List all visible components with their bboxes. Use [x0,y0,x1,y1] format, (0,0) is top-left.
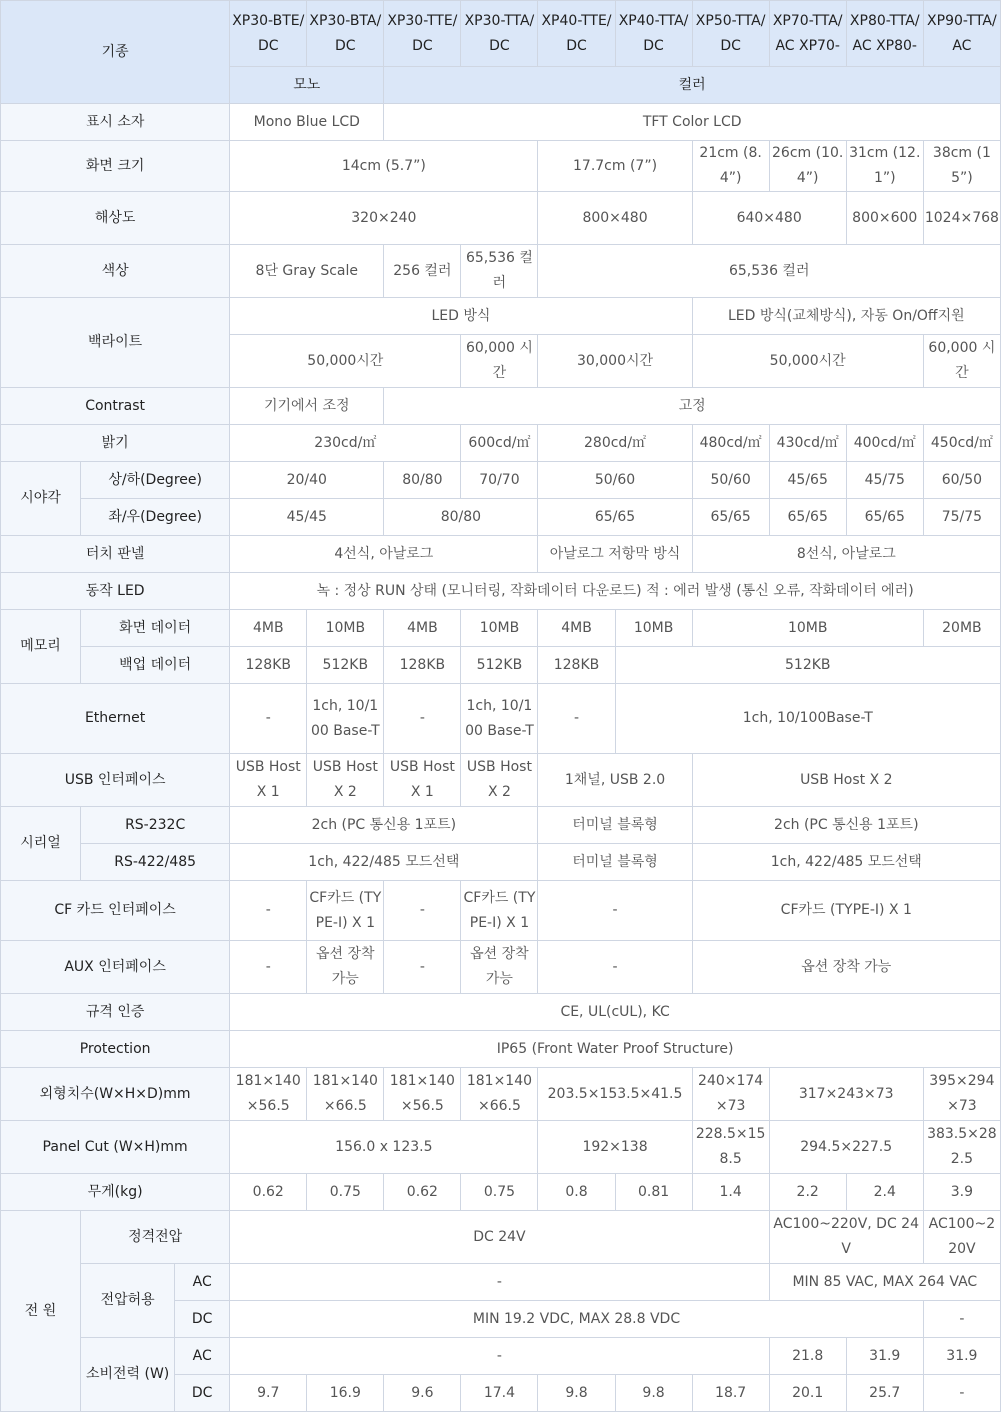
cell: 옵션 장착 가능 [692,941,1000,994]
header-color: 컬러 [384,67,1001,104]
cell: 31.9 [923,1338,1000,1375]
cell: 21cm (8.4”) [692,141,769,192]
cell: 1.4 [692,1174,769,1211]
row-backlight-type [1,298,1001,335]
cell: - [230,684,307,754]
cell: 16.9 [307,1375,384,1412]
cell: 128KB [230,647,307,684]
cell: 10MB [692,610,923,647]
cell: 20MB [923,610,1000,647]
cell: 31.9 [846,1338,923,1375]
row-label: 백라이트 [1,298,230,388]
header-row-models [1,1,1001,67]
row-label: 터치 판넬 [1,536,230,573]
cell: 65/65 [846,499,923,536]
cell: 512KB [307,647,384,684]
cell: CF카드 (TYPE-I) X 1 [307,881,384,941]
cell: 640×480 [692,192,846,245]
cell: 10MB [307,610,384,647]
cell: 181×140×56.5 [230,1068,307,1121]
sub-label: RS-422/485 [81,844,230,881]
model-name: XP30-BTE/DC [230,1,307,67]
cell: 2ch (PC 통신용 1포트) [692,807,1000,844]
cell: 128KB [384,647,461,684]
cell: 아날로그 저항막 방식 [538,536,692,573]
cell: 395×294×73 [923,1068,1000,1121]
cell: 192×138 [538,1121,692,1174]
cell: 10MB [461,610,538,647]
cell: 240×174×73 [692,1068,769,1121]
cell: 9.6 [384,1375,461,1412]
cell: 31cm (12.1”) [846,141,923,192]
sub-label: RS-232C [81,807,230,844]
cell: USB Host X 1 [384,754,461,807]
cell: - [230,941,307,994]
cell: 156.0 x 123.5 [230,1121,538,1174]
row-serial-232 [1,807,1001,844]
cell: 녹 : 정상 RUN 상태 (모니터링, 작화데이터 다운로드) 적 : 에러 발생 (통신 오류, 작화데이터 에러) [230,573,1001,610]
row-viewing-ud [1,462,1001,499]
row-label: 전 원 [1,1211,81,1412]
row-viewing-lr [1,499,1001,536]
cell: 181×140×66.5 [461,1068,538,1121]
cell: 60/50 [923,462,1000,499]
model-name: XP30-TTA/DC [461,1,538,67]
sub-label-ac: AC [175,1264,230,1301]
cell: 기기에서 조정 [230,388,384,425]
cell: 60,000 시간 [923,335,1000,388]
cell: - [230,881,307,941]
cell: 800×600 [846,192,923,245]
row-label: AUX 인터페이스 [1,941,230,994]
cell: 4MB [230,610,307,647]
cell: 2.4 [846,1174,923,1211]
cell: 181×140×56.5 [384,1068,461,1121]
sub-label: 정격전압 [81,1211,230,1264]
cell: 70/70 [461,462,538,499]
row-dimensions [1,1068,1001,1121]
cell: 181×140×66.5 [307,1068,384,1121]
cell: 0.62 [230,1174,307,1211]
header-model-label: 기종 [1,1,230,104]
cell: - [384,941,461,994]
cell: LED 방식(교체방식), 자동 On/Off지원 [692,298,1000,335]
cell: 128KB [538,647,615,684]
header-mono: 모노 [230,67,384,104]
cell: 2ch (PC 통신용 1포트) [230,807,538,844]
row-ethernet [1,684,1001,754]
cell: 20.1 [769,1375,846,1412]
cell: 800×480 [538,192,692,245]
cell: 터미널 블록형 [538,807,692,844]
row-aux [1,941,1001,994]
cell: 50,000시간 [230,335,461,388]
cell: 45/45 [230,499,384,536]
cell: 20/40 [230,462,384,499]
cell: 228.5×158.5 [692,1121,769,1174]
row-power-tol-ac [1,1264,1001,1301]
row-usb [1,754,1001,807]
cell: USB Host X 2 [307,754,384,807]
cell: CF카드 (TYPE-I) X 1 [692,881,1000,941]
cell: 50/60 [692,462,769,499]
cell: 10MB [615,610,692,647]
cell: - [384,881,461,941]
row-memory-screen [1,610,1001,647]
cell: 18.7 [692,1375,769,1412]
row-cert [1,994,1001,1031]
row-label: Protection [1,1031,230,1068]
row-label: CF 카드 인터페이스 [1,881,230,941]
cell: 0.75 [461,1174,538,1211]
row-label: USB 인터페이스 [1,754,230,807]
cell: 600cd/㎡ [461,425,538,462]
model-name: XP40-TTE/DC [538,1,615,67]
cell: - [538,881,692,941]
cell: 80/80 [384,462,461,499]
cell: DC 24V [230,1211,769,1264]
cell: 17.4 [461,1375,538,1412]
row-label: Ethernet [1,684,230,754]
cell: 317×243×73 [769,1068,923,1121]
cell: 65/65 [538,499,692,536]
row-brightness [1,425,1001,462]
row-cf [1,881,1001,941]
row-label: 외형치수(W×H×D)mm [1,1068,230,1121]
cell: 50/60 [538,462,692,499]
cell: 터미널 블록형 [538,844,692,881]
cell: AC100~220V, DC 24V [769,1211,923,1264]
cell: - [923,1301,1000,1338]
cell: Mono Blue LCD [230,104,384,141]
cell: 512KB [461,647,538,684]
cell: 고정 [384,388,1001,425]
cell: 45/65 [769,462,846,499]
row-protection [1,1031,1001,1068]
row-power-rated [1,1211,1001,1264]
cell: USB Host X 2 [692,754,1000,807]
cell: 25.7 [846,1375,923,1412]
cell: 1ch, 422/485 모드선택 [230,844,538,881]
model-name: XP30-TTE/DC [384,1,461,67]
cell: 65/65 [692,499,769,536]
cell: 65,536 컬러 [461,245,538,298]
row-resolution [1,192,1001,245]
cell: 26cm (10.4”) [769,141,846,192]
row-label: 색상 [1,245,230,298]
row-label: 시리얼 [1,807,81,881]
cell: 2.2 [769,1174,846,1211]
row-touch [1,536,1001,573]
cell: 4선식, 아날로그 [230,536,538,573]
row-label: 밝기 [1,425,230,462]
cell: 294.5×227.5 [769,1121,923,1174]
cell: 8선식, 아날로그 [692,536,1000,573]
cell: 3.9 [923,1174,1000,1211]
sub-label: 상/하(Degree) [81,462,230,499]
row-label: Panel Cut (W×H)mm [1,1121,230,1174]
sub-label: 좌/우(Degree) [81,499,230,536]
cell: 30,000시간 [538,335,692,388]
cell: MIN 19.2 VDC, MAX 28.8 VDC [230,1301,924,1338]
row-panel-cut [1,1121,1001,1174]
row-label: 동작 LED [1,573,230,610]
row-contrast [1,388,1001,425]
sub-label: 백업 데이터 [81,647,230,684]
cell: - [538,941,692,994]
cell: 45/75 [846,462,923,499]
cell: 9.8 [615,1375,692,1412]
cell: 1채널, USB 2.0 [538,754,692,807]
cell: 450cd/㎡ [923,425,1000,462]
row-label: 메모리 [1,610,81,684]
sub-label: 전압허용 [81,1264,175,1338]
cell: 9.7 [230,1375,307,1412]
cell: 9.8 [538,1375,615,1412]
model-name: XP90-TTA/AC [923,1,1000,67]
model-name: XP40-TTA/DC [615,1,692,67]
cell: 230cd/㎡ [230,425,461,462]
sub-label: 소비전력 (W) [81,1338,175,1412]
row-label: 해상도 [1,192,230,245]
cell: 1ch, 10/100 Base-T [307,684,384,754]
cell: 65,536 컬러 [538,245,1001,298]
cell: - [538,684,615,754]
model-name: XP50-TTA/DC [692,1,769,67]
cell: 0.81 [615,1174,692,1211]
sub-label-ac: AC [175,1338,230,1375]
cell: 320×240 [230,192,538,245]
sub-label-dc: DC [175,1375,230,1412]
sub-label: 화면 데이터 [81,610,230,647]
row-screen-size [1,141,1001,192]
cell: - [230,1338,769,1375]
cell: 8단 Gray Scale [230,245,384,298]
sub-label-dc: DC [175,1301,230,1338]
row-power-cons-ac [1,1338,1001,1375]
cell: 1024×768 [923,192,1000,245]
cell: CE, UL(cUL), KC [230,994,1001,1031]
cell: 14cm (5.7”) [230,141,538,192]
row-label: 시야각 [1,462,81,536]
cell: LED 방식 [230,298,692,335]
cell: 38cm (15”) [923,141,1000,192]
cell: 1ch, 10/100 Base-T [461,684,538,754]
cell: 512KB [615,647,1000,684]
row-weight [1,1174,1001,1211]
cell: 80/80 [384,499,538,536]
row-led [1,573,1001,610]
cell: - [384,684,461,754]
cell: 옵션 장착 가능 [461,941,538,994]
cell: 383.5×282.5 [923,1121,1000,1174]
cell: MIN 85 VAC, MAX 264 VAC [769,1264,1000,1301]
row-display [1,104,1001,141]
cell: 203.5×153.5×41.5 [538,1068,692,1121]
model-name: XP30-BTA/DC [307,1,384,67]
cell: 256 컬러 [384,245,461,298]
cell: USB Host X 1 [230,754,307,807]
cell: - [923,1375,1000,1412]
cell: 4MB [538,610,615,647]
cell: 17.7cm (7”) [538,141,692,192]
row-label: 규격 인증 [1,994,230,1031]
cell: USB Host X 2 [461,754,538,807]
cell: 0.75 [307,1174,384,1211]
cell: 0.62 [384,1174,461,1211]
cell: 옵션 장착 가능 [307,941,384,994]
row-colors [1,245,1001,298]
cell: 280cd/㎡ [538,425,692,462]
cell: IP65 (Front Water Proof Structure) [230,1031,1001,1068]
row-label: 무게(kg) [1,1174,230,1211]
cell: 65/65 [769,499,846,536]
row-label: 표시 소자 [1,104,230,141]
cell: AC100~220V [923,1211,1000,1264]
row-memory-backup [1,647,1001,684]
cell: TFT Color LCD [384,104,1001,141]
cell: 4MB [384,610,461,647]
row-label: Contrast [1,388,230,425]
model-name: XP80-TTA/AC XP80- [846,1,923,67]
row-label: 화면 크기 [1,141,230,192]
cell: 480cd/㎡ [692,425,769,462]
cell: 400cd/㎡ [846,425,923,462]
row-serial-422 [1,844,1001,881]
cell: 60,000 시간 [461,335,538,388]
cell: - [230,1264,769,1301]
cell: 1ch, 10/100Base-T [615,684,1000,754]
cell: 75/75 [923,499,1000,536]
cell: 21.8 [769,1338,846,1375]
cell: 50,000시간 [692,335,923,388]
cell: 1ch, 422/485 모드선택 [692,844,1000,881]
cell: CF카드 (TYPE-I) X 1 [461,881,538,941]
model-name: XP70-TTA/AC XP70- [769,1,846,67]
cell: 0.8 [538,1174,615,1211]
cell: 430cd/㎡ [769,425,846,462]
